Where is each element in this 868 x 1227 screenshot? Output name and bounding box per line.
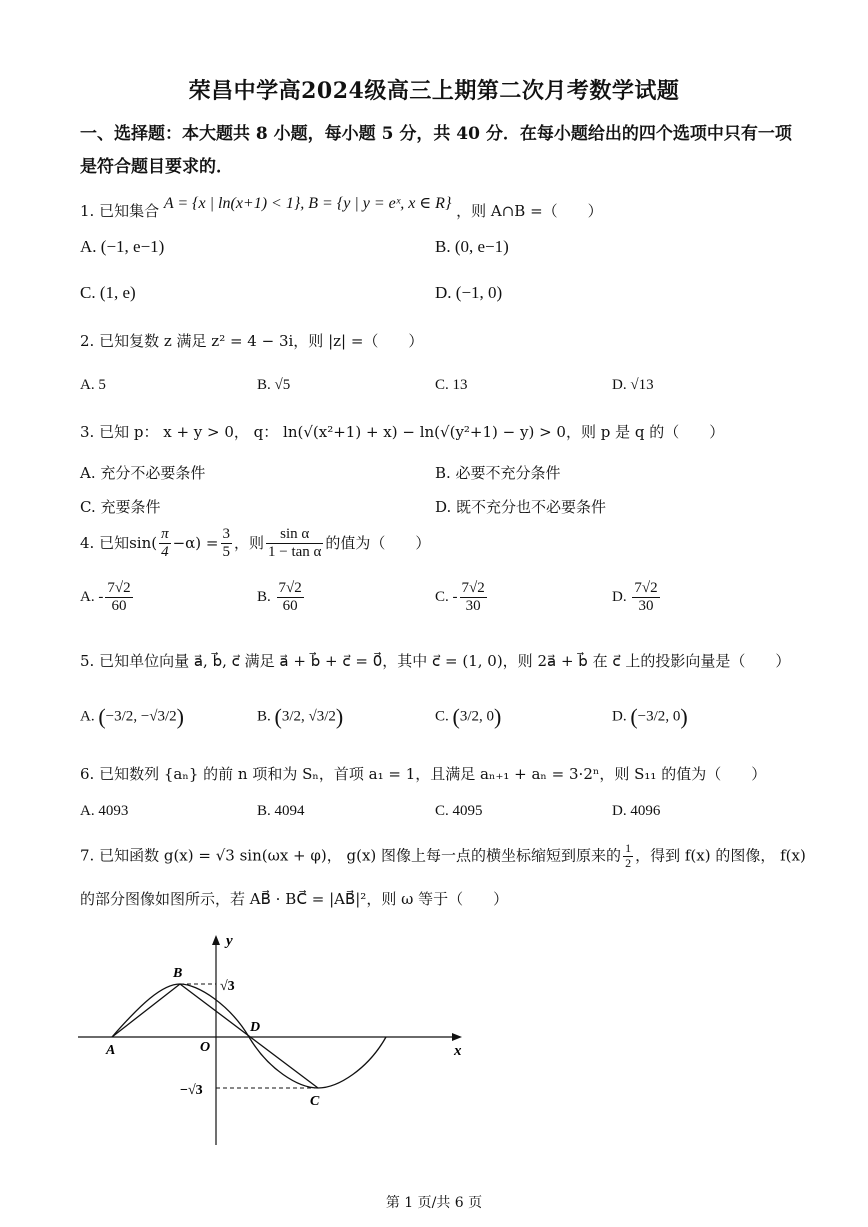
- q4-option-d-frac: [632, 580, 659, 616]
- q4-option-d-den: 30: [638, 598, 654, 615]
- q2-option-d: D. √13: [612, 377, 654, 393]
- page-footer: 第 1 页/共 6 页: [385, 1195, 483, 1211]
- question-1-suffix: ，则 A∩B =（ ）: [456, 202, 603, 220]
- q5-option-a: A. (−3/2, −√3/2): [80, 704, 184, 729]
- q4-option-d-label: D.: [612, 589, 627, 606]
- question-7-line2: 的部分图像如图所示，若 AB⃗ · BC⃗ = |AB⃗|²，则 ω 等于（ ）: [80, 890, 509, 908]
- question-4: [80, 526, 430, 562]
- q6-option-a: A. 4093: [80, 803, 129, 819]
- question-1-prefix: 1. 已知集合: [80, 202, 160, 220]
- q3-option-d: D. 既不充分也不必要条件: [435, 498, 607, 516]
- q4-option-a-frac: [105, 580, 132, 616]
- q5-option-a-y: −√3/2: [140, 708, 177, 725]
- q7-half-num: 1: [625, 841, 632, 855]
- q4-option-c-den: 30: [465, 598, 481, 615]
- q5-option-c: C. (3/2, 0): [435, 704, 502, 729]
- q4-middle: −α) =: [172, 533, 219, 552]
- q3-option-a: A. 充分不必要条件: [80, 464, 206, 482]
- q4-option-d-num: 7√2: [632, 580, 659, 598]
- q4-one-minus-tan: 1 − tan α: [268, 544, 322, 561]
- q4-option-c: [435, 580, 489, 616]
- page-title: 荣昌中学高2024级高三上期第二次月考数学试题: [188, 78, 680, 104]
- q4-option-a-den: 60: [111, 598, 127, 615]
- q4-option-c-sign: -: [452, 589, 458, 606]
- q4-option-d: [612, 580, 662, 616]
- q4-three-fifths: [221, 526, 233, 562]
- q2-option-a: A. 5: [80, 377, 106, 393]
- point-b-label: B: [173, 966, 183, 981]
- question-7-line1: [80, 842, 806, 871]
- q4-five: 5: [222, 544, 230, 561]
- section-header-line1: 一、选择题：本大题共 8 小题，每小题 5 分，共 40 分．在每小题给出的四个选项中只有一项: [80, 124, 792, 144]
- question-1-sets: A = {x | ln(x+1) < 1}, B = {y | y = eˣ, x ∈ R}: [163, 195, 452, 212]
- q4-option-b-den: 60: [282, 598, 298, 615]
- q1-option-b: B. (0, e−1): [435, 237, 509, 256]
- q4-four: 4: [161, 544, 169, 561]
- q5-option-b-y: √3/2: [308, 708, 336, 725]
- q7-one-half: [623, 842, 633, 871]
- q5-option-b: B. (3/2, √3/2): [257, 704, 344, 729]
- question-6: 6. 已知数列 {aₙ} 的前 n 项和为 Sₙ，首项 a₁ = 1，且满足 aₙ₊₁ + aₙ = 3·2ⁿ，则 S₁₁ 的值为（ ）: [80, 765, 767, 783]
- q5-option-a-x: −3/2: [105, 708, 134, 725]
- q5-option-d-x: −3/2: [637, 708, 666, 725]
- question-5: 5. 已知单位向量 a⃗, b⃗, c⃗ 满足 a⃗ + b⃗ + c⃗ = 0⃗，其中 c⃗ = (1, 0)，则 2a⃗ + b⃗ 在 c⃗ 上的投影向量是（ ）: [80, 652, 791, 670]
- q6-option-d: D. 4096: [612, 803, 661, 819]
- q5-option-d-label: D.: [612, 708, 627, 725]
- q6-option-c: C. 4095: [435, 803, 483, 819]
- neg-sqrt3-label: −√3: [180, 1083, 203, 1098]
- q4-suffix: 的值为（ ）: [325, 533, 431, 552]
- q4-then: ，则: [234, 533, 265, 552]
- q4-pi-over-4: [159, 526, 171, 562]
- q5-option-d: D. (−3/2, 0): [612, 704, 688, 729]
- q4-sin-alpha: sin α: [266, 526, 323, 544]
- question-3: 3. 已知 p： x + y > 0， q： ln(√(x²+1) + x) − ln(√(y²+1) − y) > 0，则 p 是 q 的（ ）: [80, 423, 725, 441]
- q4-expression: [266, 526, 323, 562]
- q1-option-a: A. (−1, e−1): [80, 237, 165, 256]
- q4-three: 3: [221, 526, 233, 544]
- q4-option-a: [80, 580, 135, 616]
- question-1: [80, 195, 603, 221]
- y-axis-arrow: [212, 935, 220, 945]
- point-c-label: C: [310, 1094, 320, 1109]
- q5-option-d-y: 0: [672, 708, 681, 725]
- function-graph: [70, 925, 480, 1155]
- q7-line1b: ，得到 f(x) 的图像， f(x): [635, 846, 806, 865]
- q3-option-c: C. 充要条件: [80, 498, 161, 516]
- q2-option-b: B. √5: [257, 377, 291, 393]
- q6-option-b: B. 4094: [257, 803, 305, 819]
- q1-option-c: C. (1, e): [80, 283, 136, 302]
- segment-ab: [112, 984, 180, 1037]
- x-axis-arrow: [452, 1033, 462, 1041]
- q4-option-c-frac: [460, 580, 487, 616]
- q3-option-b: B. 必要不充分条件: [435, 464, 561, 482]
- origin-label: O: [200, 1040, 211, 1055]
- q4-option-b-num: 7√2: [277, 580, 304, 598]
- q4-option-a-label: A.: [80, 589, 95, 606]
- q7-line1a: 7. 已知函数 g(x) = √3 sin(ωx + φ)， g(x) 图像上每一点的横坐标缩短到原来的: [80, 846, 622, 865]
- q5-option-c-label: C.: [435, 708, 449, 725]
- section-header-line2: 是符合题目要求的．: [80, 157, 233, 177]
- q4-option-c-label: C.: [435, 589, 449, 606]
- x-label: x: [454, 1043, 462, 1059]
- question-2: 2. 已知复数 z 满足 z² = 4 − 3i，则 |z| =（ ）: [80, 332, 424, 350]
- point-d-label: D: [250, 1020, 261, 1035]
- q4-option-a-sign: -: [98, 589, 104, 606]
- q2-option-c: C. 13: [435, 377, 468, 393]
- segment-bc: [180, 984, 318, 1088]
- q7-half-den: 2: [625, 855, 632, 870]
- q4-option-c-num: 7√2: [460, 580, 487, 598]
- q5-option-c-x: 3/2: [459, 708, 480, 725]
- q4-option-b-frac: [277, 580, 304, 616]
- q4-option-a-num: 7√2: [105, 580, 132, 598]
- q4-pi: π: [159, 526, 171, 544]
- q4-option-b-label: B.: [257, 589, 271, 606]
- q1-option-d: D. (−1, 0): [435, 283, 503, 302]
- q5-option-b-label: B.: [257, 708, 271, 725]
- q5-option-a-label: A.: [80, 708, 95, 725]
- sqrt3-label: √3: [220, 979, 235, 994]
- y-label: y: [226, 933, 233, 949]
- q4-option-b: [257, 580, 306, 616]
- q4-prefix: 4. 已知sin(: [80, 533, 158, 552]
- q5-option-c-y: 0: [486, 708, 495, 725]
- q5-option-b-x: 3/2: [281, 708, 302, 725]
- point-a-label: A: [106, 1043, 116, 1058]
